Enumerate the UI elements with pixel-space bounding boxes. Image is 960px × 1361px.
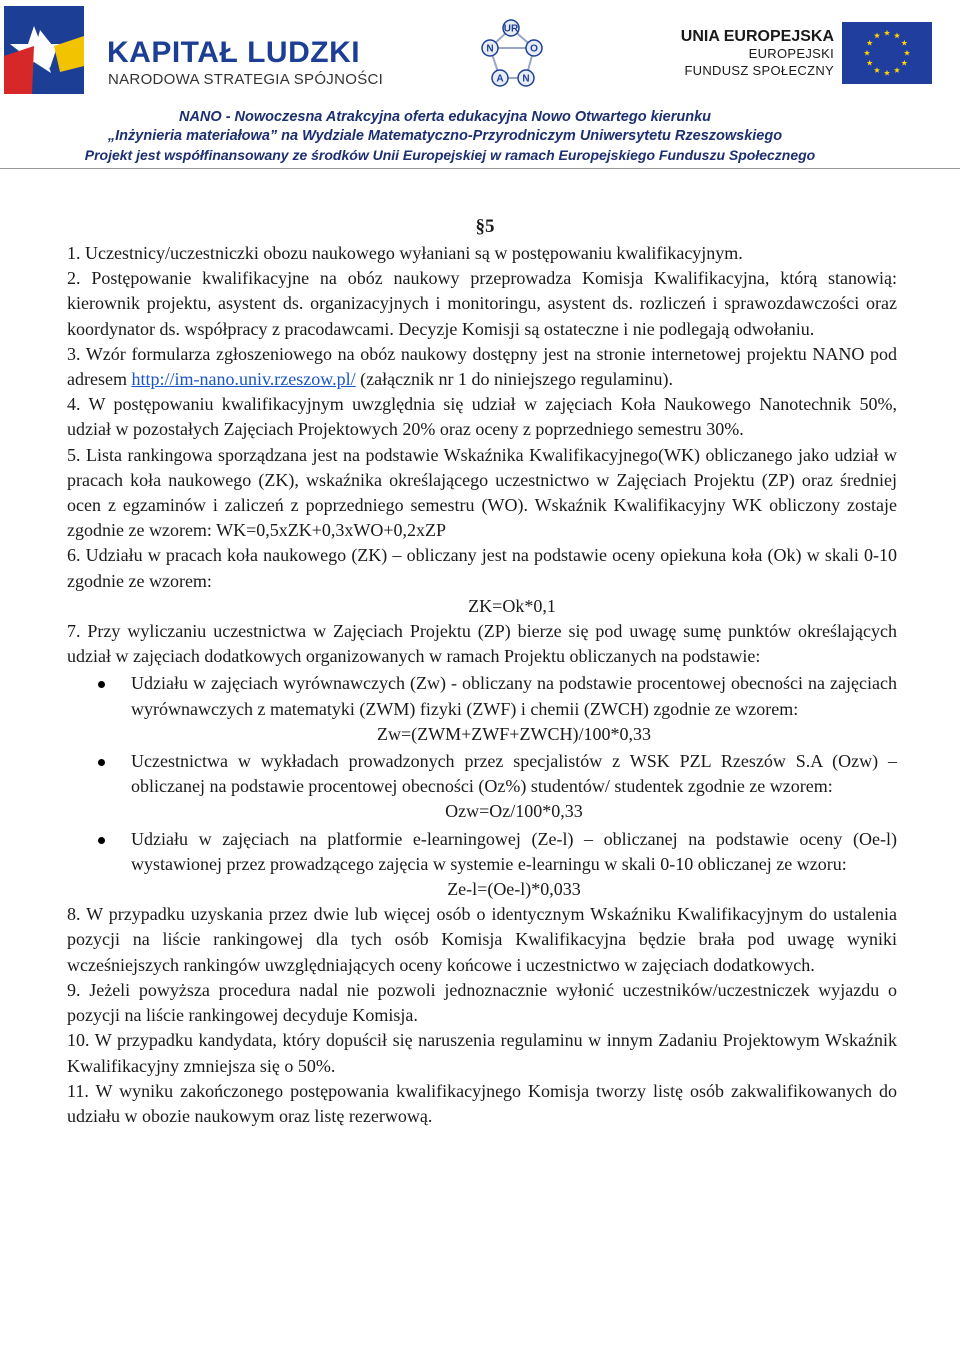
bullet-icon xyxy=(98,681,105,688)
paragraph-2: 2. Postępowanie kwalifikacyjne na obóz naukowy przeprowadza Komisja Kwalifikacyjna, którą stanowią: kierownik projektu, asystent ds. organizacyjnych i monitoringu, asystent ds. rozliczeń i sprawozdawczości oraz koordynator ds. współpracy z pracodawcami. Decyzje Komisji są ostateczne i nie podlegają odwołaniu. xyxy=(67,268,897,339)
nano-letter-a: A xyxy=(496,73,504,85)
nano-letter-n2: N xyxy=(522,73,530,85)
eu-line-2: EUROPEJSKI xyxy=(748,46,834,61)
bullet-text-ozw: Uczestnictwa w wykładach prowadzonych przez specjalistów z WSK PZL Rzeszów S.A (Ozw) – obliczanej na podstawie procentowej obecności (Oz%) studentów/ studentek zgodnie ze wzorem: xyxy=(131,751,897,797)
zp-components-list-2 xyxy=(67,749,897,799)
bullet-icon xyxy=(98,837,105,844)
paragraph-11: 11. W wyniku zakończonego postępowania kwalifikacyjnego Komisja tworzy listę osób zakwalifikowanych do udziału w obozie naukowym oraz listę rezerwową. xyxy=(67,1080,897,1126)
paragraph-4: 4. W postępowaniu kwalifikacyjnym uwzględnia się udział w zajęciach Koła Naukowego Nanotechnik 50%, udział w pozostałych Zajęciach Projektowych 20% oraz oceny z poprzedniego semestru 30%. xyxy=(67,394,897,440)
kapital-ludzki-title: KAPITAŁ LUDZKI xyxy=(107,36,361,69)
formula-zk: ZK=Ok*0,1 xyxy=(468,595,556,616)
list-item xyxy=(67,827,897,877)
page-header xyxy=(0,0,960,170)
formula-ozw: Ozw=Oz/100*0,33 xyxy=(445,801,583,822)
formula-zel: Ze-l=(Oe-l)*0,033 xyxy=(447,879,581,900)
nano-letter-o: O xyxy=(530,43,538,55)
eu-line-3: FUNDUSZ SPOŁECZNY xyxy=(684,63,834,78)
paragraph-5: 5. Lista rankingowa sporządzana jest na podstawie Wskaźnika Kwalifikacyjnego(WK) obliczanego jako udział w pracach koła naukowego (ZK), wskaźnika określającego uczestnictwo w Zajęciach Projektu (ZP) oraz średniej ocen z egzaminów i zaliczeń z poprzedniego semestru (WO). Wskaźnik Kwalifikacyjny WK obliczony zostaje zgodnie ze wzorem: WK=0,5xZK+0,3xWO+0,2xZP xyxy=(67,444,897,541)
paragraph-8: 8. W przypadku uzyskania przez dwie lub więcej osób o identycznym Wskaźniku Kwalifikacyjnym do ustalenia pozycji na liście rankingowej dla tych osób Komisja Kwalifikacyjna będzie brała pod uwagę wyniki wcześniejszych rankingów uwzględniających oceny końcowe i uczestnictwo w zajęciach dodatkowych. xyxy=(67,904,897,975)
formula-zw: Zw=(ZWM+ZWF+ZWCH)/100*0,33 xyxy=(377,723,651,744)
list-item xyxy=(67,671,897,721)
kapital-ludzki-star-icon xyxy=(4,6,84,94)
paragraph-1: 1. Uczestnicy/uczestniczki obozu naukowego wyłaniani są w postępowaniu kwalifikacyjnym. xyxy=(67,243,743,263)
paragraph-3 xyxy=(67,342,897,392)
project-line-3: Projekt jest współfinansowany ze środków Unii Europejskiej w ramach Europejskiego Funduszu Społecznego xyxy=(84,147,816,163)
paragraph-3-text: 3. Wzór formularza zgłoszeniowego na obóz naukowy dostępny jest na stronie internetowej projektu NANO pod adresem xyxy=(67,343,897,390)
project-line-1: NANO - Nowoczesna Atrakcyjna oferta edukacyjna Nowo Otwartego kierunku xyxy=(178,109,712,125)
nano-molecule-logo-icon xyxy=(470,18,552,92)
zp-components-list-3 xyxy=(67,827,897,877)
nano-website-link[interactable]: http://im-nano.univ.rzeszow.pl/ xyxy=(131,369,356,390)
section-title: §5 xyxy=(475,216,495,237)
list-item xyxy=(67,749,897,799)
paragraph-10: 10. W przypadku kandydata, który dopuścił się naruszenia regulaminu w innym Zadaniu Projektowym Wskaźnik Kwalifikacyjny zmniejsza się o 50%. xyxy=(67,1030,897,1076)
bullet-icon xyxy=(98,759,105,766)
regulation-content xyxy=(67,215,897,1129)
paragraph-6: 6. Udziału w pracach koła naukowego (ZK) – obliczany jest na podstawie oceny opiekuna koła (Ok) w skali 0-10 zgodnie ze wzorem: xyxy=(67,545,897,591)
header-divider xyxy=(0,168,960,169)
project-line-2: „Inżynieria materiałowa” na Wydziale Matematyczno-Przyrodniczym Uniwersytetu Rzeszowskiego xyxy=(107,128,783,144)
kapital-ludzki-subtitle: NARODOWA STRATEGIA SPÓJNOŚCI xyxy=(108,71,384,88)
paragraph-7: 7. Przy wyliczaniu uczestnictwa w Zajęciach Projektu (ZP) bierze się pod uwagę sumę punktów określających udział w zajęciach dodatkowych organizowanych w ramach Projektu obliczanych na podstawie: xyxy=(67,621,897,667)
zp-components-list xyxy=(67,671,897,721)
eu-fund-title xyxy=(681,28,834,79)
paragraph-3-tail: (załącznik nr 1 do niniejszego regulaminu). xyxy=(355,369,673,390)
eu-flag-icon xyxy=(842,22,932,84)
nano-letter-ur: UR xyxy=(503,23,519,35)
paragraph-9: 9. Jeżeli powyższa procedura nadal nie pozwoli jednoznacznie wyłonić uczestników/uczestniczek wyjazdu o pozycji na liście rankingowej decyduje Komisja. xyxy=(67,979,897,1026)
bullet-text-zw: Udziału w zajęciach wyrównawczych (Zw) - obliczany na podstawie procentowej obecności na zajęciach wyrównawczych z matematyki (ZWM) fizyki (ZWF) i chemii (ZWCH) zgodnie ze wzorem: xyxy=(131,673,897,719)
nano-letter-n1: N xyxy=(486,43,494,55)
project-description xyxy=(0,108,960,165)
eu-line-1: UNIA EUROPEJSKA xyxy=(680,28,834,45)
bullet-text-zel: Udziału w zajęciach na platformie e-learningowej (Ze-l) – obliczanej na podstawie oceny (Oe-l) wystawionej przez prowadzącego zajęcia w systemie e-learningu w skali 0-10 obliczanej ze wzoru: xyxy=(131,828,897,874)
